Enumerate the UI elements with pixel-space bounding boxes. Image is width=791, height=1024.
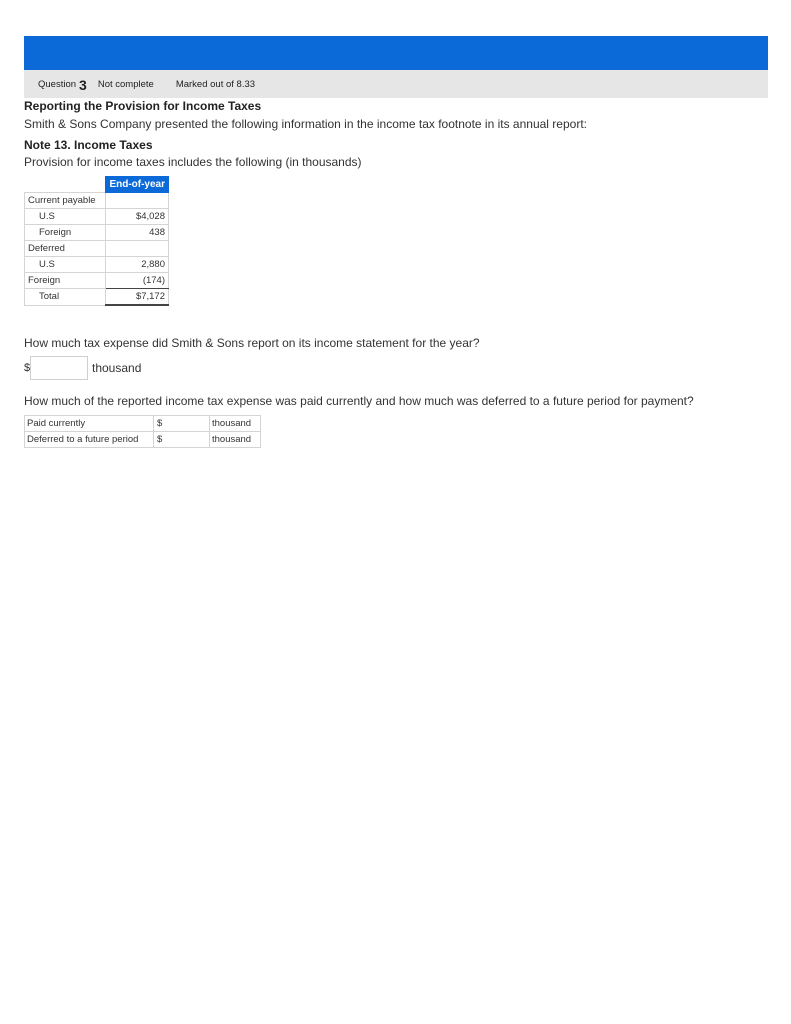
question-1-text: How much tax expense did Smith & Sons report on its income statement for the year?: [24, 336, 480, 350]
row-value: $7,172: [106, 289, 169, 306]
table-row: [25, 432, 261, 448]
unit-label: thousand: [210, 432, 261, 448]
table-row: [25, 257, 169, 273]
row-label: Deferred: [25, 241, 106, 257]
question-2-text: How much of the reported income tax expense was paid currently and how much was deferred to a future period for payment?: [24, 394, 694, 408]
question-label: Question: [38, 78, 77, 90]
problem-title: Reporting the Provision for Income Taxes: [24, 99, 262, 113]
problem-intro: Smith & Sons Company presented the following information in the income tax footnote in its annual report:: [24, 117, 587, 131]
row-label: Paid currently: [25, 416, 154, 432]
table-row-total: [25, 289, 169, 306]
provision-table: [24, 176, 169, 306]
question-info-bar: [24, 70, 768, 98]
row-value: 438: [106, 225, 169, 241]
tax-expense-input[interactable]: [30, 356, 88, 380]
table-row: [25, 241, 169, 257]
row-label: Deferred to a future period: [25, 432, 154, 448]
table-row: [25, 209, 169, 225]
paid-currently-cell: [154, 416, 210, 432]
unit-label: thousand: [92, 361, 142, 375]
row-label: Foreign: [25, 273, 106, 289]
currency-symbol: $: [24, 362, 31, 374]
row-label: Total: [25, 289, 106, 306]
table-row: [25, 193, 169, 209]
currency-symbol: $: [157, 418, 163, 429]
question-number: 3: [79, 77, 87, 93]
table-corner: [25, 177, 106, 193]
row-value: [106, 241, 169, 257]
tax-expense-answer: [24, 356, 141, 380]
row-label: Foreign: [25, 225, 106, 241]
table-row: [25, 225, 169, 241]
row-value: 2,880: [106, 257, 169, 273]
currency-symbol: $: [157, 434, 163, 445]
question-marks: Marked out of 8.33: [175, 78, 256, 90]
question-status: Not complete: [97, 78, 154, 90]
row-value: (174): [106, 273, 169, 289]
table-row: [25, 273, 169, 289]
deferred-cell: [154, 432, 210, 448]
unit-label: thousand: [210, 416, 261, 432]
deferred-input[interactable]: [162, 433, 202, 447]
row-value: $4,028: [106, 209, 169, 225]
paid-currently-input[interactable]: [162, 417, 202, 431]
row-label: U.S: [25, 257, 106, 273]
row-label: U.S: [25, 209, 106, 225]
note-subtitle: Provision for income taxes includes the following (in thousands): [24, 155, 362, 169]
row-value: [106, 193, 169, 209]
table-row: [25, 416, 261, 432]
top-banner: [24, 36, 768, 70]
note-title: Note 13. Income Taxes: [24, 138, 153, 152]
payment-split-table: [24, 415, 261, 448]
row-label: Current payable: [25, 193, 106, 209]
column-header: End-of-year: [106, 177, 169, 193]
